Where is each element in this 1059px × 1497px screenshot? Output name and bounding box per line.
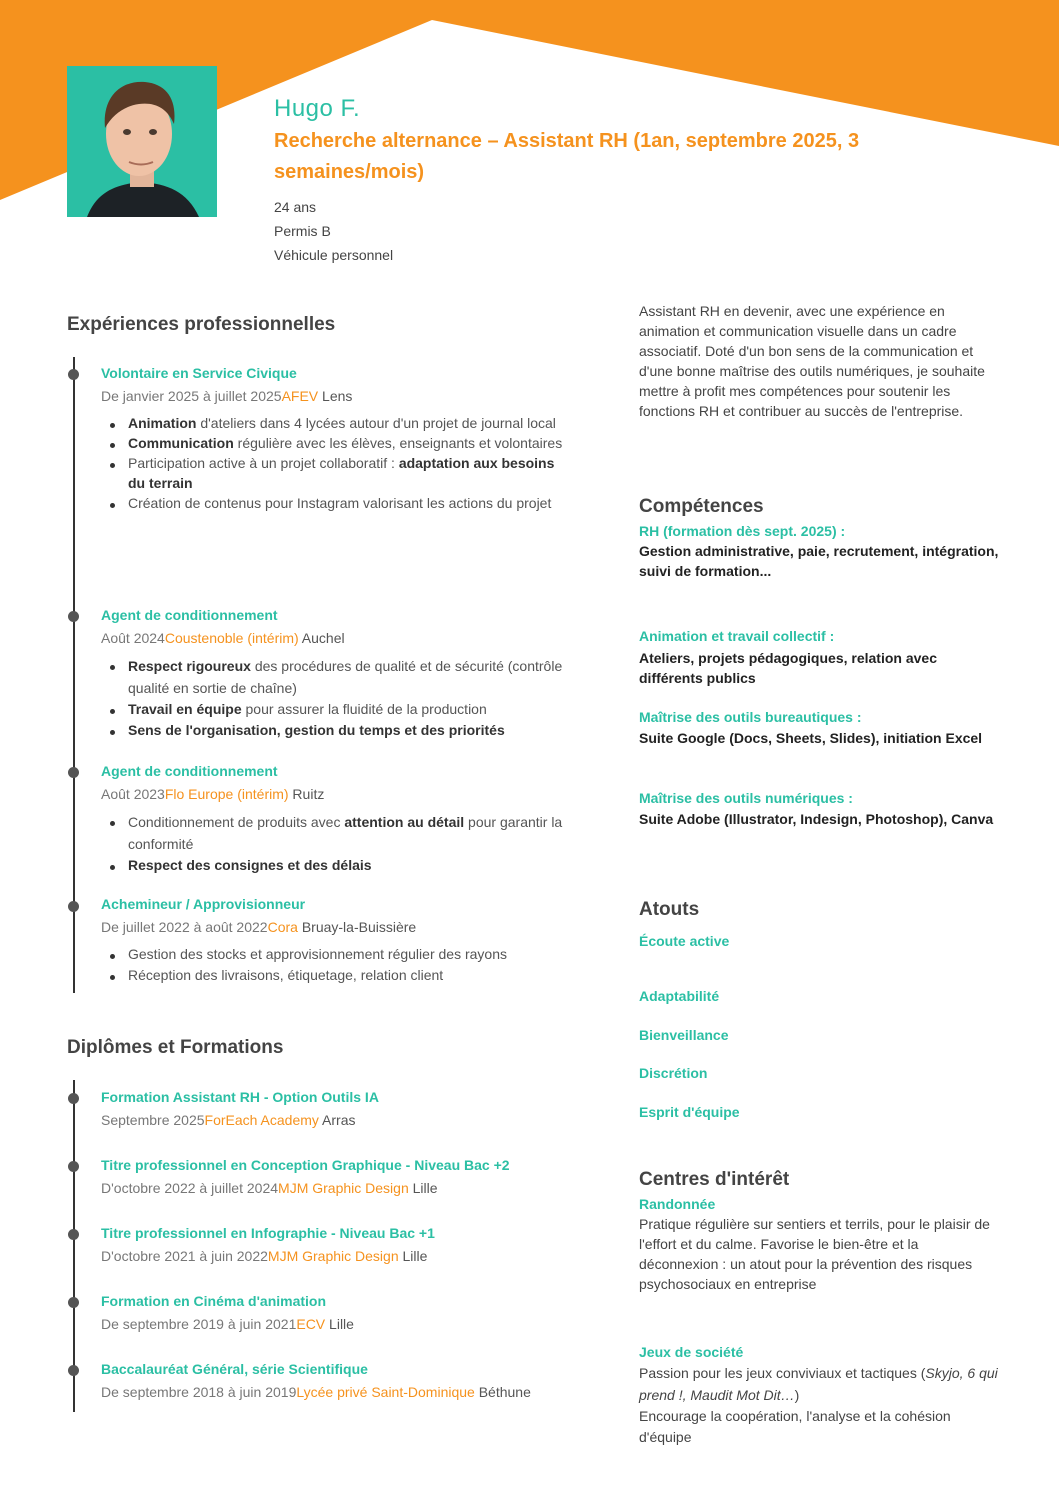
profile-summary: Assistant RH en devenir, avec une expérience en animation et communication visuelle dans un cadre associatif. Doté d'un bon sens de la communication et d'une bonne maîtrise des outils numériques, je souhaite mettre à profit mes compétences pour soutenir les fonctions RH et contribuer au succès de l'entreprise. — [639, 303, 985, 419]
skill-label: Animation et travail collectif : — [639, 628, 835, 644]
timeline-dot — [68, 611, 79, 622]
education-meta: D'octobre 2022 à juillet 2024MJM Graphic Design Lille — [101, 1180, 438, 1196]
bullet-item: Sens de l'organisation, gestion du temps et des priorités — [128, 720, 571, 741]
timeline-dot — [68, 1093, 79, 1104]
experience-title-1: Volontaire en Service Civique — [101, 365, 297, 381]
job-headline: Recherche alternance – Assistant RH (1an, septembre 2025, 3 semaines/mois) — [274, 130, 860, 183]
driving-license: Permis B — [274, 223, 331, 239]
interest-hiking — [639, 1194, 999, 1294]
education-entry — [101, 1155, 571, 1198]
timeline-dot — [68, 1297, 79, 1308]
experience-entry — [101, 605, 571, 741]
education-timeline — [73, 1080, 75, 1412]
skill-text: Suite Adobe (Illustrator, Indesign, Photoshop), Canva — [639, 811, 994, 827]
education-meta: De septembre 2019 à juin 2021ECV Lille — [101, 1316, 354, 1332]
vehicle: Véhicule personnel — [274, 247, 394, 263]
interest-label: Jeux de société — [639, 1344, 744, 1360]
timeline-dot — [68, 767, 79, 778]
experience-title-4: Achemineur / Approvisionneur — [101, 896, 306, 912]
experience-meta: De juillet 2022 à août 2022Cora Bruay-la-Buissière — [101, 919, 417, 935]
candidate-name: Hugo F. — [274, 95, 361, 122]
asset-item: Adaptabilité — [639, 988, 720, 1004]
bullet-item: Respect rigoureux des procédures de qualité et de sécurité (contrôle qualité en sortie de chaîne) — [128, 655, 571, 699]
education-entry — [101, 1359, 571, 1402]
experience-entry — [101, 894, 571, 986]
asset-item: Bienveillance — [639, 1027, 729, 1043]
bullet-item: Communication régulière avec les élèves, enseignants et volontaires — [128, 433, 571, 453]
skill-label: RH (formation dès sept. 2025) : — [639, 523, 846, 539]
bullet-item: Création de contenus pour Instagram valorisant les actions du projet — [128, 493, 571, 513]
experience-entry — [101, 363, 571, 513]
asset-item: Écoute active — [639, 933, 730, 949]
timeline-dot — [68, 1365, 79, 1376]
education-title-2: Titre professionnel en Conception Graphique - Niveau Bac +2 — [101, 1157, 510, 1173]
bullet-item: Participation active à un projet collaboratif : adaptation aux besoins du terrain — [128, 453, 571, 493]
experience-entry — [101, 761, 571, 876]
education-entry — [101, 1223, 571, 1266]
skill-block — [639, 788, 999, 829]
skill-block — [639, 521, 999, 581]
skills-title: Compétences — [639, 496, 764, 517]
experience-bullets — [101, 811, 571, 876]
timeline-dot — [68, 1161, 79, 1172]
experience-title: Expériences professionnelles — [67, 314, 336, 335]
age: 24 ans — [274, 199, 317, 215]
experience-timeline — [73, 357, 75, 993]
education-entry — [101, 1087, 571, 1130]
skill-text: Gestion administrative, paie, recrutement, intégration, suivi de formation... — [639, 543, 999, 579]
skill-block — [639, 707, 999, 748]
interest-text-2: Encourage la coopération, l'analyse et la cohésion d'équipe — [639, 1408, 951, 1445]
profile-photo — [67, 66, 217, 217]
experience-meta: Août 2024Coustenoble (intérim) Auchel — [101, 630, 345, 646]
education-meta: D'octobre 2021 à juin 2022MJM Graphic Design Lille — [101, 1248, 428, 1264]
education-title-1: Formation Assistant RH - Option Outils IA — [101, 1089, 379, 1105]
interest-text: Passion pour les jeux conviviaux et tactiques (Skyjo, 6 qui prend !, Maudit Mot Dit…) — [639, 1365, 998, 1403]
education-title-3: Titre professionnel en Infographie - Niveau Bac +1 — [101, 1225, 435, 1241]
education-meta: De septembre 2018 à juin 2019Lycée privé Saint-Dominique Béthune — [101, 1384, 531, 1400]
asset-item: Discrétion — [639, 1065, 708, 1081]
education-meta: Septembre 2025ForEach Academy Arras — [101, 1112, 356, 1128]
skill-block — [639, 626, 999, 688]
timeline-dot — [68, 901, 79, 912]
skill-text: Suite Google (Docs, Sheets, Slides), initiation Excel — [639, 730, 983, 746]
asset-item: Esprit d'équipe — [639, 1104, 740, 1120]
bullet-item: Conditionnement de produits avec attention au détail pour garantir la conformité — [128, 811, 571, 855]
education-title-5: Baccalauréat Général, série Scientifique — [101, 1361, 368, 1377]
experience-title-2: Agent de conditionnement — [101, 607, 278, 623]
bullet-item: Respect des consignes et des délais — [128, 855, 571, 876]
experience-meta: De janvier 2025 à juillet 2025AFEV Lens — [101, 388, 353, 404]
experience-title-3: Agent de conditionnement — [101, 763, 278, 779]
education-title: Diplômes et Formations — [67, 1037, 284, 1058]
interests-title: Centres d'intérêt — [639, 1169, 790, 1190]
bullet-item: Animation d'ateliers dans 4 lycées autour d'un projet de journal local — [128, 413, 571, 433]
bullet-item: Réception des livraisons, étiquetage, relation client — [128, 965, 571, 986]
skill-text: Ateliers, projets pédagogiques, relation avec différents publics — [639, 650, 937, 686]
education-entry — [101, 1291, 571, 1334]
experience-bullets — [101, 655, 571, 741]
bullet-item: Gestion des stocks et approvisionnement régulier des rayons — [128, 944, 571, 965]
bullet-item: Travail en équipe pour assurer la fluidité de la production — [128, 699, 571, 720]
interest-games — [639, 1342, 999, 1448]
timeline-dot — [68, 369, 79, 380]
skill-label: Maîtrise des outils numériques : — [639, 790, 853, 806]
interest-text: Pratique régulière sur sentiers et terrils, pour le plaisir de l'effort et du calme. Favorise le bien-être et la déconnexion : un atout pour la prévention des risques psychosociaux en entreprise — [639, 1216, 990, 1292]
timeline-dot — [68, 1229, 79, 1240]
experience-meta: Août 2023Flo Europe (intérim) Ruitz — [101, 786, 325, 802]
experience-bullets — [101, 413, 571, 513]
education-title-4: Formation en Cinéma d'animation — [101, 1293, 327, 1309]
assets-title: Atouts — [639, 899, 700, 920]
experience-bullets — [101, 944, 571, 986]
interest-label: Randonnée — [639, 1196, 716, 1212]
skill-label: Maîtrise des outils bureautiques : — [639, 709, 862, 725]
